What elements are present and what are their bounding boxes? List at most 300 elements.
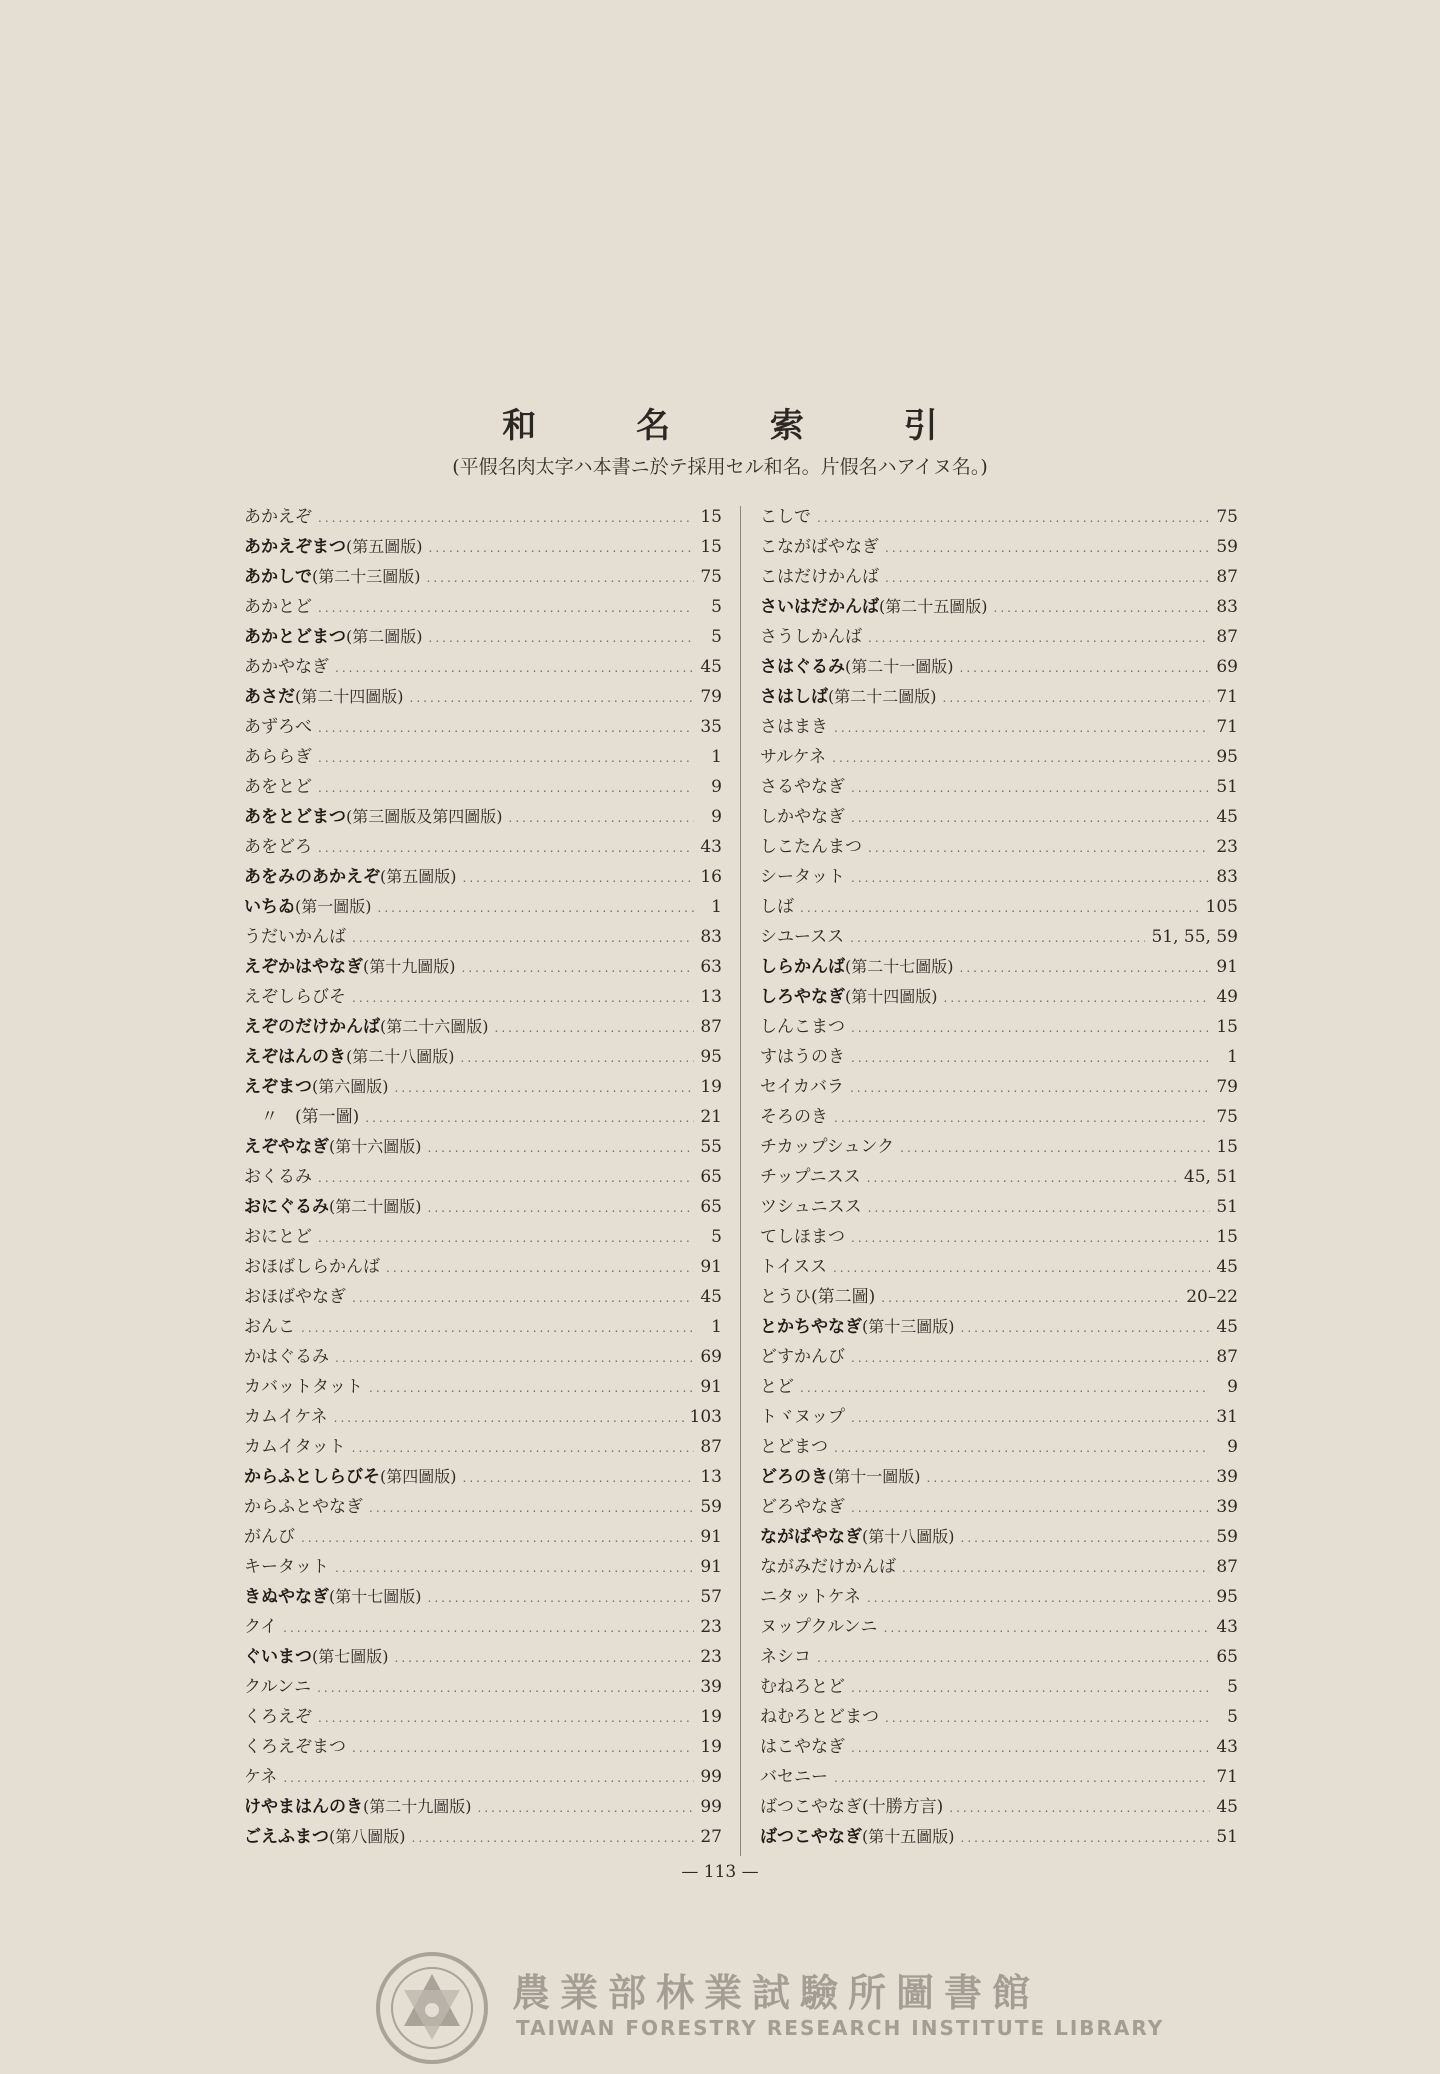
entry-page-number: 69: [700, 1347, 722, 1367]
index-entry: [760, 1672, 1238, 1702]
entry-plate-note: (第二十一圖版): [845, 657, 954, 676]
dot-leader: [429, 623, 695, 652]
entry-name: [244, 1012, 489, 1042]
entry-name-text: キータット: [244, 1557, 329, 1577]
index-entry: [244, 1192, 722, 1222]
entry-name: [244, 1252, 380, 1282]
entry-page-number: 45: [1216, 1317, 1238, 1337]
index-entry: [244, 1282, 722, 1312]
entry-name-bold: しろやなぎ: [760, 987, 845, 1007]
entry-page-number: 5: [711, 627, 722, 647]
entry-name-bold: えぞのだけかんば: [244, 1017, 380, 1037]
entry-name-bold: ぐいまつ: [244, 1647, 312, 1667]
entry-name-bold: えぞやなぎ: [244, 1137, 329, 1157]
entry-name: [760, 1252, 827, 1282]
entry-name: [244, 592, 312, 622]
entry-page-number: 75: [700, 567, 722, 587]
entry-page-number: 87: [700, 1437, 722, 1457]
entry-name-text: ながみだけかんば: [760, 1557, 896, 1577]
dot-leader: [834, 1433, 1210, 1462]
entry-name: [244, 1792, 472, 1822]
dot-leader: [944, 983, 1211, 1012]
dot-leader: [429, 533, 695, 562]
entry-name-text: シユースス: [760, 927, 845, 947]
dot-leader: [949, 1793, 1210, 1822]
entry-name: [760, 562, 879, 592]
entry-page-number: 20–22: [1186, 1287, 1238, 1307]
index-entry: [760, 1732, 1238, 1762]
entry-page-number: 39: [1216, 1497, 1238, 1517]
dot-leader: [881, 1283, 1180, 1312]
index-entry: [244, 1042, 722, 1072]
entry-name-text: おほばしらかんば: [244, 1257, 380, 1277]
entry-page-number: 9: [711, 777, 722, 797]
index-entry: [244, 922, 722, 952]
entry-name-text: ねむろとどまつ: [760, 1707, 879, 1727]
index-entry: [244, 1612, 722, 1642]
entry-page-number: 87: [1216, 627, 1238, 647]
entry-name: [760, 832, 862, 862]
dot-leader: [994, 593, 1211, 622]
entry-page-number: 45: [1216, 1797, 1238, 1817]
entry-page-number: 57: [700, 1587, 722, 1607]
entry-name-text: しば: [760, 897, 794, 917]
dot-leader: [410, 683, 695, 712]
entry-name-bold: ながばやなぎ: [760, 1527, 862, 1547]
index-entry: [760, 952, 1238, 982]
entry-page-number: 19: [700, 1077, 722, 1097]
entry-name: [760, 532, 879, 562]
entry-page-number: 31: [1216, 1407, 1238, 1427]
entry-name-bold: さはぐるみ: [760, 657, 845, 677]
dot-leader: [318, 833, 694, 862]
entry-name: [760, 682, 937, 712]
entry-page-number: 45: [700, 1287, 722, 1307]
dot-leader: [369, 1493, 694, 1522]
entry-name-text: とどまつ: [760, 1437, 828, 1457]
dot-leader: [851, 773, 1210, 802]
entry-page-number: 23: [1216, 837, 1238, 857]
index-entry: [244, 1402, 722, 1432]
index-entry: [244, 1312, 722, 1342]
dot-leader: [960, 653, 1211, 682]
index-entry: [244, 892, 722, 922]
entry-name-bold: あかしで: [244, 567, 312, 587]
entry-name: [760, 1312, 955, 1342]
entry-plate-note: (第二十八圖版): [346, 1047, 455, 1066]
index-entry: [244, 1132, 722, 1162]
index-entry: [244, 592, 722, 622]
entry-name: [760, 652, 954, 682]
entry-name-text: こながばやなぎ: [760, 537, 879, 557]
index-entry: [244, 1552, 722, 1582]
dot-leader: [318, 1223, 694, 1252]
dot-leader: [365, 1103, 694, 1132]
entry-name-text: あをどろ: [244, 837, 312, 857]
index-entry: [760, 1012, 1238, 1042]
entry-page-number: 1: [711, 897, 722, 917]
library-name-english: TAIWAN FORESTRY RESEARCH INSTITUTE LIBRARY: [516, 2016, 1165, 2040]
entry-name-text: カムイケネ: [244, 1407, 328, 1427]
entry-name-text: シータット: [760, 867, 845, 887]
dot-leader: [817, 1643, 1210, 1672]
index-entry: [244, 1222, 722, 1252]
dot-leader: [868, 1193, 1210, 1222]
entry-plate-note: (第四圖版): [380, 1467, 457, 1486]
index-entry: [760, 802, 1238, 832]
entry-name: [244, 1492, 363, 1522]
dot-leader: [832, 743, 1210, 772]
library-name-chinese: 農業部林業試驗所圖書館: [512, 1970, 1041, 2015]
dot-leader: [834, 1103, 1210, 1132]
dot-leader: [800, 1373, 1210, 1402]
page-number: — 113 —: [681, 1862, 759, 1882]
entry-page-number: 91: [700, 1557, 722, 1577]
entry-name-text: からふとやなぎ: [244, 1497, 363, 1517]
entry-name: [760, 1552, 896, 1582]
index-entry: [244, 1162, 722, 1192]
dot-leader: [352, 1433, 694, 1462]
entry-name-text: あかやなぎ: [244, 657, 329, 677]
dot-leader: [960, 953, 1211, 982]
dot-leader: [462, 953, 695, 982]
dot-leader: [850, 923, 1145, 952]
entry-plate-note: (第五圖版): [380, 867, 457, 886]
dot-leader: [352, 983, 694, 1012]
index-entry: [244, 622, 722, 652]
index-entry: [244, 952, 722, 982]
entry-name: [760, 1462, 921, 1492]
entry-plate-note: (第二十四圖版): [295, 687, 404, 706]
entry-name: [760, 892, 794, 922]
dot-leader: [412, 1823, 695, 1852]
entry-name-text: ヌップクルンニ: [760, 1617, 878, 1637]
entry-name-text: しんこまつ: [760, 1017, 845, 1037]
index-entry: [244, 532, 722, 562]
entry-name: [244, 1222, 312, 1252]
entry-plate-note: (第十五圖版): [862, 1827, 955, 1846]
entry-page-number: 105: [1205, 897, 1238, 917]
entry-name: [760, 592, 988, 622]
entry-name-text: バセニー: [760, 1767, 828, 1787]
entry-name-text: はこやなぎ: [760, 1737, 845, 1757]
entry-name: [244, 1432, 346, 1462]
entry-page-number: 65: [700, 1167, 722, 1187]
entry-name: [244, 682, 404, 712]
entry-name-text: クルンニ: [244, 1677, 312, 1697]
entry-plate-note: (第十一圖版): [828, 1467, 921, 1486]
entry-name: [760, 982, 938, 1012]
entry-name-bold: あをみのあかえぞ: [244, 867, 380, 887]
entry-page-number: 45: [1216, 1257, 1238, 1277]
entry-page-number: 15: [1216, 1017, 1238, 1037]
index-entry: [760, 1792, 1238, 1822]
index-entry: [244, 682, 722, 712]
entry-name-text: トヾヌップ: [760, 1407, 845, 1427]
entry-page-number: 87: [1216, 1557, 1238, 1577]
dot-leader: [428, 1193, 695, 1222]
dot-leader: [352, 1283, 694, 1312]
entry-name-bold: けやまはんのき: [244, 1797, 363, 1817]
index-entry: [760, 1402, 1238, 1432]
entry-page-number: 43: [700, 837, 722, 857]
entry-name-bold: あかとどまつ: [244, 627, 346, 647]
index-entry: [244, 1492, 722, 1522]
dot-leader: [335, 1343, 694, 1372]
dot-leader: [463, 863, 695, 892]
entry-name: [244, 622, 423, 652]
entry-name: [244, 1372, 363, 1402]
entry-page-number: 59: [1216, 537, 1238, 557]
entry-page-number: 99: [700, 1767, 722, 1787]
entry-name-text: さうしかんば: [760, 627, 862, 647]
index-entry: [760, 1102, 1238, 1132]
entry-page-number: 1: [1227, 1047, 1238, 1067]
entry-name: [244, 1822, 406, 1852]
entry-name: [244, 742, 312, 772]
dot-leader: [428, 1133, 695, 1162]
dot-leader: [851, 803, 1210, 832]
dot-leader: [386, 1253, 694, 1282]
dot-leader: [851, 1043, 1210, 1072]
entry-name: [244, 1672, 311, 1702]
index-entry: [244, 1072, 722, 1102]
entry-name-bold: しらかんば: [760, 957, 845, 977]
entry-page-number: 65: [1216, 1647, 1238, 1667]
dot-leader: [885, 563, 1210, 592]
entry-page-number: 9: [1227, 1377, 1238, 1397]
entry-name-text: おほばやなぎ: [244, 1287, 346, 1307]
index-entry: [760, 1582, 1238, 1612]
entry-name: [244, 1582, 422, 1612]
entry-page-number: 5: [711, 1227, 722, 1247]
entry-plate-note: (第十六圖版): [329, 1137, 422, 1156]
index-entry: [760, 532, 1238, 562]
entry-name-bold: えぞはんのき: [244, 1047, 346, 1067]
entry-page-number: 95: [1216, 1587, 1238, 1607]
entry-page-number: 71: [1216, 1767, 1238, 1787]
entry-name-text: そろのき: [760, 1107, 828, 1127]
entry-name: [760, 802, 845, 832]
dot-leader: [301, 1313, 694, 1342]
entry-name-text: カバットタット: [244, 1377, 363, 1397]
entry-page-number: 15: [700, 507, 722, 527]
entry-plate-note: (第一圖版): [295, 897, 372, 916]
entry-name-text: チカップシュンク: [760, 1137, 895, 1157]
entry-name: [244, 952, 456, 982]
entry-plate-note: (第七圖版): [312, 1647, 389, 1666]
dot-leader: [900, 1133, 1210, 1162]
entry-name-bold: ばつこやなぎ: [760, 1827, 862, 1847]
entry-name: [244, 712, 312, 742]
index-entry: [760, 622, 1238, 652]
dot-leader: [495, 1013, 695, 1042]
entry-name: [760, 1792, 943, 1822]
entry-page-number: 103: [689, 1407, 722, 1427]
index-entry: [244, 1012, 722, 1042]
entry-page-number: 69: [1216, 657, 1238, 677]
dot-leader: [335, 1553, 694, 1582]
entry-page-number: 39: [1216, 1467, 1238, 1487]
index-entry: [760, 742, 1238, 772]
entry-name-text: かはぐるみ: [244, 1347, 329, 1367]
entry-name-bold: さいはだかんば: [760, 597, 879, 617]
entry-name: [244, 922, 346, 952]
entry-name-bold: あさだ: [244, 687, 295, 707]
dot-leader: [868, 833, 1210, 862]
index-entry: [760, 1612, 1238, 1642]
entry-name: [244, 802, 503, 832]
entry-page-number: 75: [1216, 507, 1238, 527]
entry-page-number: 63: [700, 957, 722, 977]
entry-name-bold: きぬやなぎ: [244, 1587, 329, 1607]
index-entry: [244, 652, 722, 682]
entry-name: [244, 1072, 389, 1102]
entry-page-number: 15: [1216, 1227, 1238, 1247]
index-entry: [244, 502, 722, 532]
entry-page-number: 1: [711, 747, 722, 767]
entry-page-number: 45: [1216, 807, 1238, 827]
dot-leader: [428, 1583, 695, 1612]
dot-leader: [850, 1073, 1210, 1102]
entry-page-number: 95: [1216, 747, 1238, 767]
index-entry: [760, 1162, 1238, 1192]
index-entry: [760, 1762, 1238, 1792]
entry-name: [760, 1282, 875, 1312]
dot-leader: [851, 1343, 1210, 1372]
entry-name-text: さるやなぎ: [760, 777, 845, 797]
entry-plate-note: (第六圖版): [312, 1077, 389, 1096]
entry-page-number: 87: [1216, 567, 1238, 587]
entry-page-number: 19: [700, 1707, 722, 1727]
entry-name: [760, 1492, 845, 1522]
entry-page-number: 49: [1216, 987, 1238, 1007]
index-entry: [244, 1642, 722, 1672]
entry-name: [760, 1612, 878, 1642]
index-entry: [760, 1642, 1238, 1672]
dot-leader: [927, 1463, 1211, 1492]
index-entry: [760, 1552, 1238, 1582]
entry-name-text: おにとど: [244, 1227, 312, 1247]
index-entry: [760, 1282, 1238, 1312]
index-entry: [244, 862, 722, 892]
index-entry: [760, 1042, 1238, 1072]
entry-page-number: 65: [700, 1197, 722, 1217]
entry-name-text: トイスス: [760, 1257, 827, 1277]
entry-name-bold: さはしば: [760, 687, 828, 707]
index-entry: [244, 802, 722, 832]
index-entry: [760, 772, 1238, 802]
dot-leader: [352, 923, 694, 952]
index-entry: [244, 1732, 722, 1762]
entry-name-text: とど: [760, 1377, 794, 1397]
entry-name-text: カムイタット: [244, 1437, 346, 1457]
entry-name-bold: いちゐ: [244, 897, 295, 917]
entry-plate-note: (第二十三圖版): [312, 567, 421, 586]
index-entry: [244, 1522, 722, 1552]
entry-page-number: 91: [700, 1527, 722, 1547]
index-entry: [760, 1132, 1238, 1162]
entry-name: [244, 892, 372, 922]
dot-leader: [283, 1613, 694, 1642]
entry-page-number: 79: [700, 687, 722, 707]
dot-leader: [318, 593, 694, 622]
index-entry: [244, 1762, 722, 1792]
entry-name: [760, 1072, 844, 1102]
entry-name-text: どろやなぎ: [760, 1497, 845, 1517]
entry-page-number: 91: [700, 1257, 722, 1277]
entry-name-text: どすかんび: [760, 1347, 845, 1367]
entry-plate-note: (第二十二圖版): [828, 687, 937, 706]
index-entry: [244, 772, 722, 802]
dot-leader: [395, 1073, 695, 1102]
entry-page-number: 83: [1216, 597, 1238, 617]
entry-page-number: 51: [1216, 1827, 1238, 1847]
entry-page-number: 71: [1216, 687, 1238, 707]
dot-leader: [961, 1823, 1211, 1852]
entry-name: [244, 1762, 277, 1792]
index-entry: [244, 1582, 722, 1612]
entry-plate-note: (第二十五圖版): [879, 597, 988, 616]
entry-page-number: 83: [700, 927, 722, 947]
dot-leader: [817, 503, 1210, 532]
index-entry: [760, 922, 1238, 952]
entry-page-number: 5: [711, 597, 722, 617]
entry-name: [760, 1222, 845, 1252]
dot-leader: [318, 713, 694, 742]
index-entry: [244, 562, 722, 592]
entry-plate-note: (第二十圖版): [329, 1197, 422, 1216]
index-entry: [760, 1372, 1238, 1402]
dot-leader: [868, 623, 1210, 652]
entry-name-text: さはまき: [760, 717, 828, 737]
entry-name: [760, 742, 826, 772]
dot-leader: [318, 1703, 694, 1732]
entry-name-text: くろえぞ: [244, 1707, 312, 1727]
entry-page-number: 23: [700, 1647, 722, 1667]
entry-name: [244, 1192, 422, 1222]
index-column-left: [244, 502, 722, 1852]
entry-name: [760, 1702, 879, 1732]
entry-name: [760, 1372, 794, 1402]
index-entry: [760, 1822, 1238, 1852]
entry-plate-note: (第二十七圖版): [845, 957, 954, 976]
index-column-right: [760, 502, 1238, 1852]
index-entry: [244, 1702, 722, 1732]
entry-name: [244, 652, 329, 682]
entry-name: [244, 1402, 328, 1432]
entry-page-number: 9: [711, 807, 722, 827]
index-entry: [244, 742, 722, 772]
entry-name: [244, 1132, 422, 1162]
page-subtitle: (平假名肉太字ハ本書ニ於テ採用セル和名。片假名ハアイヌ名。): [452, 456, 988, 478]
index-entry: [244, 1432, 722, 1462]
index-entry: [760, 1432, 1238, 1462]
entry-page-number: 16: [700, 867, 722, 887]
index-entry: [760, 982, 1238, 1012]
index-entry: [244, 1462, 722, 1492]
entry-name-text: あをとど: [244, 777, 312, 797]
dot-leader: [867, 1163, 1178, 1192]
dot-leader: [851, 1733, 1210, 1762]
entry-name-bold: えぞまつ: [244, 1077, 312, 1097]
entry-name-text: とうひ(第二圖): [760, 1287, 876, 1307]
dot-leader: [463, 1463, 695, 1492]
dot-leader: [851, 1403, 1210, 1432]
dot-leader: [851, 1013, 1210, 1042]
entry-page-number: 91: [1216, 957, 1238, 977]
entry-page-number: 9: [1227, 1437, 1238, 1457]
